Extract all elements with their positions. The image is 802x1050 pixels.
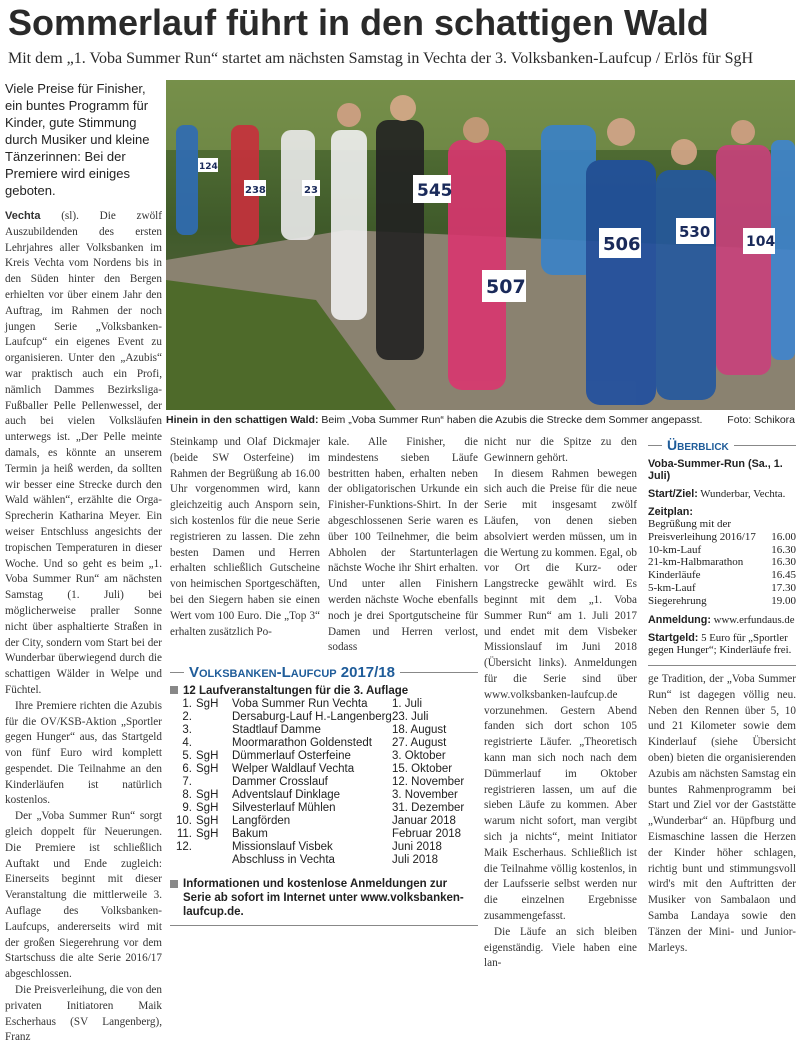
dateline: Vechta	[5, 210, 41, 222]
row-name: Adventslauf Dinklage	[232, 789, 341, 801]
row-n: 2.	[182, 711, 192, 723]
row-n: 9.	[182, 802, 192, 814]
column-4	[484, 435, 637, 972]
row-tag	[196, 711, 232, 724]
row-n: 5.	[182, 750, 192, 762]
caption-text	[166, 414, 702, 427]
caption-lead: Hinein in den schattigen Wald:	[166, 414, 319, 426]
laufcup-row	[170, 802, 478, 815]
row-date: 3. November	[392, 789, 458, 801]
row-name: Missionslauf Visbek	[232, 841, 333, 853]
bib-number: 545	[417, 181, 453, 201]
row-date: 18. August	[392, 724, 447, 736]
laufcup-row	[170, 711, 478, 724]
zeitplan-row	[648, 595, 796, 608]
paragraph: In diesem Rahmen bewegen sich auch die Preise für die neue Serie mit insgesamt zwölf Läufen, von denen sieben absolviert werden müssen, um in die Wertung zu kommen. Egal, ob vor Ort die Kurz- oder Langstrecke gewählt wird. Es beginnt mit dem „1. Voba Summer Run“ am 1. Juli 2017 und endet mit dem Visbeker Missionslauf im Juni 2018 (Übersicht links). Anmeldungen für die Serie sind über www.volksbanken-laufcup.de vorzunehmen. Gestern Abend fanden sich dort schon 105 registrierte Läufer. „Theoretisch kann man sich noch nach dem Dümmerlauf im Oktober registrieren lassen, um auf die sieben Läufe zu kommen. Aber warum nicht sofort, man vergibt sich ja nichts“, meint Initiator Maik Escherhaus. Schließlich ist die Teilnahme völlig kostenlos, in der Laufsserie selbst werden nur die einzelnen Ergebnisse zusammengefasst.	[484, 467, 637, 922]
zeitplan-row	[648, 582, 796, 595]
laufcup-info	[170, 877, 478, 919]
row-name: Dammer Crosslauf	[232, 776, 328, 788]
laufcup-title-row	[170, 664, 478, 681]
paragraph: Der „Voba Summer Run“ sorgt gleich doppelt für Neuerungen. Die Premiere ist schließlich Auftakt und Ende zugleich: Einerseits beginnt mit dieser Veranstaltung die mittlerweile 3. Auflage des Volksbanken-Laufcups, andererseits wird mit der großen Siegerehrung vor dem Startschuss die alte Serie 2016/17 abgeschlossen.	[5, 810, 162, 981]
bullet-icon	[170, 880, 178, 888]
row-tag	[196, 737, 232, 750]
row-n: 6.	[182, 763, 192, 775]
row-tag: SgH	[196, 802, 219, 814]
intro-text: 12 Laufveranstaltungen für die 3. Auflage	[183, 685, 409, 697]
anmeldung	[648, 614, 796, 626]
info-text: Informationen und kostenlose Anmeldungen zur Serie ab sofort im Internet unter www.volksbanken-laufcup.de.	[183, 878, 464, 918]
paragraph: Die Preisverleihung, die von den privaten Initiatoren Maik Escherhaus (SV Langenberg), Franz	[5, 984, 162, 1044]
laufcup-row	[170, 789, 478, 802]
paragraph: Die Läufe an sich bleiben eigenständig. Viele haben eine lan-	[484, 925, 637, 970]
ueberblick-box	[648, 437, 796, 666]
row-date: 1. Juli	[392, 698, 423, 710]
row-n: 7.	[182, 776, 192, 788]
column-2	[170, 435, 320, 640]
row-tag: SgH	[196, 698, 219, 710]
row-n: 3.	[182, 724, 192, 736]
zeitplan-item: 21-km-Halbmarathon	[648, 556, 744, 569]
laufcup-list	[170, 698, 478, 867]
row-date: 15. Oktober	[392, 763, 453, 775]
row-name: Bakum	[232, 828, 268, 840]
row-date: 3. Oktober	[392, 750, 446, 762]
row-name: Abschluss in Vechta	[232, 854, 335, 866]
zeitplan-time: 16.30	[771, 543, 796, 556]
row-name: Welper Waldlauf Vechta	[232, 763, 355, 775]
column-1	[5, 209, 162, 1046]
bib-number: 23	[304, 185, 318, 196]
zeitplan-time: 19.00	[771, 594, 796, 607]
row-n: 11.	[176, 828, 192, 840]
zeitplan-item: Begrüßung mit der	[648, 518, 732, 530]
zeitplan-item: 5-km-Lauf	[648, 581, 696, 594]
laufcup-row	[170, 854, 478, 867]
runners-photo	[166, 80, 795, 410]
row-n: 12.	[176, 841, 192, 853]
laufcup-title: Volksbanken-Laufcup 2017/18	[189, 664, 395, 681]
laufcup-row	[170, 724, 478, 737]
row-n: 10.	[176, 815, 192, 827]
row-name: Dümmerlauf Osterfeine	[232, 750, 351, 762]
paragraph	[5, 209, 162, 699]
paragraph: ge Tradition, der „Voba Summer Run“ ist dagegen völlig neu. Neben den Rennen über 5, 10 und 21 Kilometer sowie dem Kinderlauf (siehe Übersicht oben) bieten die organisierenden Azubis am nächsten Samstag ein buntes Rahmenprogramm bei Start und Ziel vor der Gaststätte „Wunderbar“ an. Hüpfburg und Eismaschine lassen die Herzen der Kinder höher schlagen, richtig bunt und stimmungsvoll wird's mit den Auftritten der Musiker von Sambalaon und Samba Landaya sowie den Tänzen der Mini- und Junior-Marleys.	[648, 673, 796, 954]
zeitplan-row	[648, 556, 796, 569]
bib-number: 124	[199, 162, 218, 172]
bib-number: 238	[245, 185, 266, 196]
value: Wunderbar, Vechta.	[697, 488, 786, 500]
paragraph: nicht nur die Spitze zu den Gewinnern gehört.	[484, 436, 637, 464]
row-name: Langförden	[232, 815, 291, 827]
row-n	[170, 854, 196, 867]
zeitplan-time: 17.30	[771, 581, 796, 594]
row-tag: SgH	[196, 763, 219, 775]
row-n: 1.	[182, 698, 192, 710]
laufcup-row	[170, 698, 478, 711]
row-name: Voba Summer Run Vechta	[232, 698, 368, 710]
row-n: 4.	[182, 737, 192, 749]
zeitplan-item: Siegerehrung	[648, 594, 707, 607]
start-ziel	[648, 488, 796, 500]
zeitplan-time: 16.30	[771, 556, 796, 569]
column-3	[328, 435, 478, 656]
row-tag	[196, 854, 232, 867]
zeitplan-row	[648, 544, 796, 557]
caption-body: Beim „Voba Summer Run“ haben die Azubis die Strecke dem Sommer angepasst.	[318, 414, 703, 426]
zeitplan-time: 16.00	[771, 530, 796, 543]
row-date: Juni 2018	[392, 841, 442, 853]
row-name: Dersaburg-Lauf H.-Langenberg	[232, 711, 392, 723]
laufcup-row	[170, 750, 478, 763]
laufcup-intro	[170, 685, 478, 697]
laufcup-box	[170, 664, 478, 926]
row-name: Silvesterlauf Mühlen	[232, 802, 336, 814]
label: Anmeldung:	[648, 613, 711, 626]
zeitplan-row	[648, 531, 796, 544]
zeitplan-label: Zeitplan:	[648, 506, 693, 518]
row-date: 23. Juli	[392, 711, 429, 723]
paragraph: kale. Alle Finisher, die mindestens sieben Läufe bestritten haben, erhalten neben der obligatorischen Urkunde ein Finisher-Funktions-Shirt. In der abgeschlossenen Serie waren es über 100 Teilnehmer, die beim Abholen der Startunterlagen nächste Woche ihr Shirt erhalten. Und unter allen Finishern werden nächste Woche ebenfalls noch je drei Sportgutscheine für Damen und Herren verlost, sodass	[328, 436, 478, 654]
row-tag: SgH	[196, 750, 219, 762]
laufcup-row	[170, 841, 478, 854]
zeitplan-list	[648, 518, 796, 608]
row-date: Juli 2018	[392, 854, 439, 866]
column-5	[648, 672, 796, 956]
row-tag: SgH	[196, 815, 219, 827]
bib-number: 104	[746, 234, 776, 250]
bullet-icon	[170, 686, 178, 694]
zeitplan-item: 10-km-Lauf	[648, 543, 702, 556]
event-name: Voba-Summer-Run (Sa., 1. Juli)	[648, 458, 783, 482]
row-date: 12. November	[392, 776, 465, 788]
bib-number: 530	[679, 223, 711, 241]
row-name: Stadtlauf Damme	[232, 724, 321, 736]
label: Start/Ziel:	[648, 488, 698, 500]
row-tag: SgH	[196, 828, 219, 840]
row-date: 31. Dezember	[392, 802, 465, 814]
row-tag	[196, 776, 232, 789]
photo-credit: Foto: Schikora	[727, 414, 795, 426]
zeitplan-time: 16.45	[771, 569, 796, 582]
headline: Sommerlauf führt in den schattigen Wald	[8, 2, 709, 43]
laufcup-row	[170, 815, 478, 828]
zeitplan-row	[648, 569, 796, 582]
laufcup-row	[170, 828, 478, 841]
row-n: 8.	[182, 789, 192, 801]
paragraph: Steinkamp und Olaf Dickmajer (beide SW Osterfeine) im Rahmen der Begrüßung ab 16.00 Uhr vorgenommen wird, kann gleichzeitig auch Ansporn sein, sich kostenlos für die neue Serie registrieren zu lassen. Die zehn besten Damen und Herren erhalten schließlich Gutscheine von heimischen Sportgeschäften, bei den Siegern haben sie einen Wert vom 100 Euro. Die „Top 3“ erhalten zusätzlich Po-	[170, 436, 320, 638]
ueberblick-title: Überblick	[667, 437, 729, 453]
laufcup-row	[170, 763, 478, 776]
paragraph: Ihre Premiere richten die Azubis für die OV/KSB-Aktion „Sportler gegen Hunger“ aus, das Startgeld von fünf Euro wird komplett gespendet. Die Teilnahme an den Kinderläufen ist natürlich kostenlos.	[5, 699, 162, 807]
value: 5 Euro für „Sportler gegen Hunger“; Kinderläufe frei.	[648, 631, 792, 657]
photo-caption	[166, 414, 795, 427]
zeitplan-item: Kinderläufe	[648, 569, 701, 582]
bib-number: 506	[603, 234, 641, 255]
value: www.erfundaus.de	[710, 613, 795, 626]
row-date: Februar 2018	[392, 828, 462, 840]
row-name: Moormarathon Goldenstedt	[232, 737, 372, 749]
row-tag	[196, 841, 232, 854]
zeitplan-item: Preisverleihung 2016/17	[648, 530, 756, 543]
row-tag: SgH	[196, 789, 219, 801]
teaser: Viele Preise für Finisher, ein buntes Programm für Kinder, gute Stimmung durch Musiker und kleine Tänzerinnen: Bei der Premiere wird einiges geboten.	[5, 81, 150, 198]
bib-number: 507	[486, 276, 526, 298]
zeitplan-row	[648, 518, 796, 531]
row-date: 27. August	[392, 737, 447, 749]
row-date: Januar 2018	[392, 815, 456, 827]
laufcup-row	[170, 776, 478, 789]
label: Startgeld:	[648, 631, 699, 644]
text: (sl). Die zwölf Auszubildenden des ersten Lehrjahres aller Volksbanken im Kreis Vechta vom Nordens bis in den Süden hinter den Bergen erhielten vor über einem Jahr den Auftrag, im Rahmen der noch jungen Serie „Volksbanken-Laufcup“ ein eigenes Event zu organisieren. Unter den „Azubis“ war praktisch auch ein Profi, nämlich Dammes Bezirksliga-Fußballer Pelle Pellenwessel, der auch bei vielen Volksläufen unterwegs ist. „Der Pelle meinte damals, es könnte an unserem Termin ja heiß werden, da sollten wir besser eine Strecke durch den Wald wählen“, erzählte die Orga-Sprecherin Katharina Meyer. Ein weiser Entschluss angesichts der tropischen Temperaturen in dieser Woche. Und so geht es beim „1. Voba Summer Run“ am nächsten Samstag (1. Juli) bei möglicherweise praller Sonne nicht über asphaltierte Straßen in der City, sondern vom Start bei der Wunderbar überwiegend durch die schattigen Wälder in Welpe und Füchtel.	[5, 210, 162, 696]
startgeld	[648, 632, 796, 657]
ueberblick-title-row	[648, 437, 796, 453]
subhead: Mit dem „1. Voba Summer Run“ startet am nächsten Samstag in Vechta der 3. Volksbanken-Laufcup / Erlös für SgH	[8, 50, 754, 67]
laufcup-row	[170, 737, 478, 750]
row-tag	[196, 724, 232, 737]
